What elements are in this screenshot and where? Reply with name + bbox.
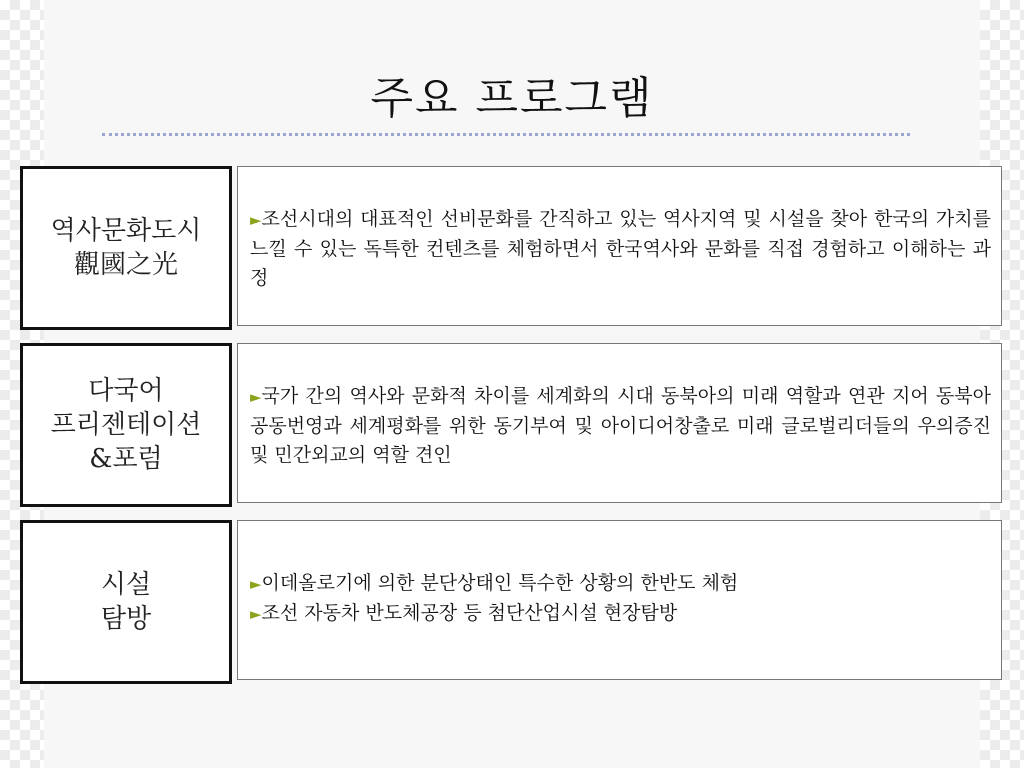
program-description-facility xyxy=(237,520,1002,680)
program-description-text: 국가 간의 역사와 문화적 차이를 세계화의 시대 동북아의 미래 역할과 연관 지어 동북아 공동번영과 세계평화를 위한 동기부여 및 아이디어창출로 미래 글로벌리더들의 우의증진 및 민간외교의 역할 견인 xyxy=(250,385,991,466)
program-bullet-item xyxy=(250,569,991,599)
program-label-line: 역사문화도시 xyxy=(50,216,202,246)
program-label-line: 다국어 xyxy=(88,376,164,406)
program-label-history xyxy=(20,166,232,330)
program-description-text: 이데올로기에 의한 분단상태인 특수한 상황의 한반도 체험 xyxy=(261,572,739,594)
bullet-triangle-icon: ► xyxy=(250,575,262,593)
program-bullet-item xyxy=(250,599,991,629)
slide-title: 주요 프로그램 xyxy=(370,73,654,124)
program-label-line: 觀國之光 xyxy=(73,250,178,280)
title-divider xyxy=(102,133,910,136)
bullet-triangle-icon: ► xyxy=(250,605,262,623)
bullet-triangle-icon: ► xyxy=(250,211,262,229)
program-description-text: 조선 자동차 반도체공장 등 첨단산업시설 현장탐방 xyxy=(261,602,678,624)
program-description-history xyxy=(237,166,1002,326)
program-label-line: 탐방 xyxy=(100,604,152,634)
program-description-text: 조선시대의 대표적인 선비문화를 간직하고 있는 역사지역 및 시설을 찾아 한국의 가치를 느낄 수 있는 독특한 컨텐츠를 체험하면서 한국역사와 문화를 직접 경험하고 이해하는 과정 xyxy=(250,208,991,289)
slide xyxy=(44,0,991,768)
program-label-line: 시설 xyxy=(100,570,152,600)
program-label-line: &포럼 xyxy=(89,444,163,474)
program-label-forum xyxy=(20,343,232,507)
program-label-facility xyxy=(20,520,232,684)
bullet-triangle-icon: ► xyxy=(250,388,262,406)
program-description-forum xyxy=(237,343,1002,503)
program-label-line: 프리젠테이션 xyxy=(50,410,202,440)
